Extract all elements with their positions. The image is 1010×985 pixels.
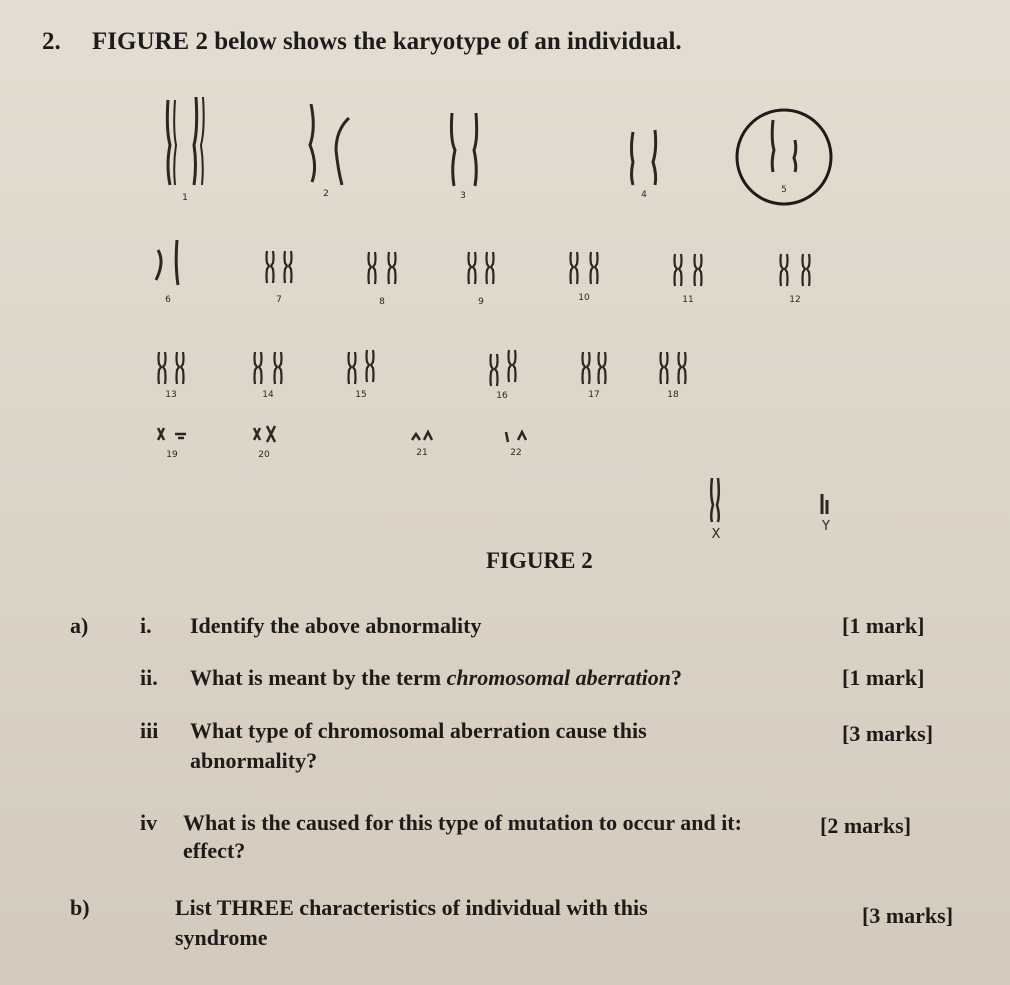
part-a-iii-marks: [3 marks] <box>842 721 934 746</box>
chromosome-pair-4 <box>632 130 656 185</box>
part-a-ii-marks: [1 mark] <box>842 665 925 690</box>
chromosome-pair-2 <box>310 104 349 185</box>
part-a-ii-number: ii. <box>140 665 158 690</box>
chromosome-label-12: 12 <box>789 295 801 305</box>
chromosome-label-7: 7 <box>276 295 282 305</box>
chromosome-pair-20 <box>254 426 275 442</box>
chromosome-label-10: 10 <box>578 293 590 303</box>
chromosome-label-1: 1 <box>182 193 188 203</box>
chromosome-pair-16 <box>491 354 498 386</box>
chromosome-pair-21 <box>412 432 432 440</box>
question-text: FIGURE 2 below shows the karyotype of an individual. <box>92 28 682 55</box>
term-chromosomal-aberration: chromosomal aberration <box>446 665 671 690</box>
part-b-marks: [3 marks] <box>862 903 954 928</box>
chromosome-label-3: 3 <box>460 191 466 201</box>
chromosome-pair-9 <box>469 252 476 284</box>
chromosome-pair-15 <box>349 352 356 384</box>
chromosome-label-6: 6 <box>165 295 171 305</box>
chromosome-label-x: X <box>711 527 721 542</box>
part-a-iii-line2: abnormality? <box>190 748 318 773</box>
chromosome-pair-10 <box>571 252 578 284</box>
chromosome-pair-1 <box>167 97 203 185</box>
part-a-i-number: i. <box>140 613 152 638</box>
chromosome-label-9: 9 <box>478 297 484 307</box>
chromosome-label-15: 15 <box>355 390 367 400</box>
chromosome-x <box>711 478 719 522</box>
chromosome-pair-14 <box>255 352 262 384</box>
chromosome-y <box>822 494 827 514</box>
part-a-label: a) <box>70 613 89 638</box>
chromosome-label-y: Y <box>822 519 830 534</box>
chromosome-label-21: 21 <box>416 448 428 458</box>
part-a-iv-line2: effect? <box>183 838 246 863</box>
part-b-line2: syndrome <box>175 925 268 950</box>
part-a-ii-text: What is meant by the term chromosomal aberration? <box>190 665 682 690</box>
chromosome-label-17: 17 <box>588 390 600 400</box>
chromosome-pair-13 <box>159 352 166 384</box>
chromosome-label-20: 20 <box>258 450 270 460</box>
chromosome-pair-5 <box>772 120 796 172</box>
chromosome-label-13: 13 <box>165 390 177 400</box>
chromosome-pair-19 <box>158 428 186 440</box>
chromosome-label-16: 16 <box>496 391 508 401</box>
chromosome-label-11: 11 <box>682 295 694 305</box>
chromosome-label-14: 14 <box>262 390 274 400</box>
chromosome-pair-11 <box>675 254 682 286</box>
chromosome-pair-12 <box>781 254 788 286</box>
part-b-line1: List THREE characteristics of individual with this <box>175 895 648 920</box>
figure-caption: FIGURE 2 <box>486 548 593 573</box>
chromosome-label-8: 8 <box>379 297 385 307</box>
chromosome-label-19: 19 <box>166 450 178 460</box>
chromosome-label-5: 5 <box>781 185 787 195</box>
chromosome-label-4: 4 <box>641 190 647 200</box>
part-a-iv-line1: What is the caused for this type of mutation to occur and it: <box>183 810 742 835</box>
chromosome-label-18: 18 <box>667 390 679 400</box>
chromosome-pair-6 <box>156 240 178 285</box>
chromosome-pair-3 <box>451 113 476 186</box>
chromosome-pair-17 <box>583 352 590 384</box>
chromosome-pair-7 <box>267 251 274 283</box>
chromosome-label-2: 2 <box>323 189 329 199</box>
chromosome-label-22: 22 <box>510 448 522 458</box>
part-a-i-marks: [1 mark] <box>842 613 925 638</box>
part-b-label: b) <box>70 895 90 920</box>
part-a-iii-number: iii <box>140 718 159 743</box>
part-a-i-text: Identify the above abnormality <box>190 613 482 638</box>
part-a-iv-number: iv <box>140 810 158 835</box>
question-number: 2. <box>42 28 61 55</box>
chromosome-pair-8 <box>369 252 376 284</box>
chromosome-pair-22 <box>506 432 526 442</box>
chromosome-pair-18 <box>661 352 668 384</box>
part-a-iv-marks: [2 marks] <box>820 813 912 838</box>
part-a-iii-line1: What type of chromosomal aberration cause this <box>190 718 647 743</box>
